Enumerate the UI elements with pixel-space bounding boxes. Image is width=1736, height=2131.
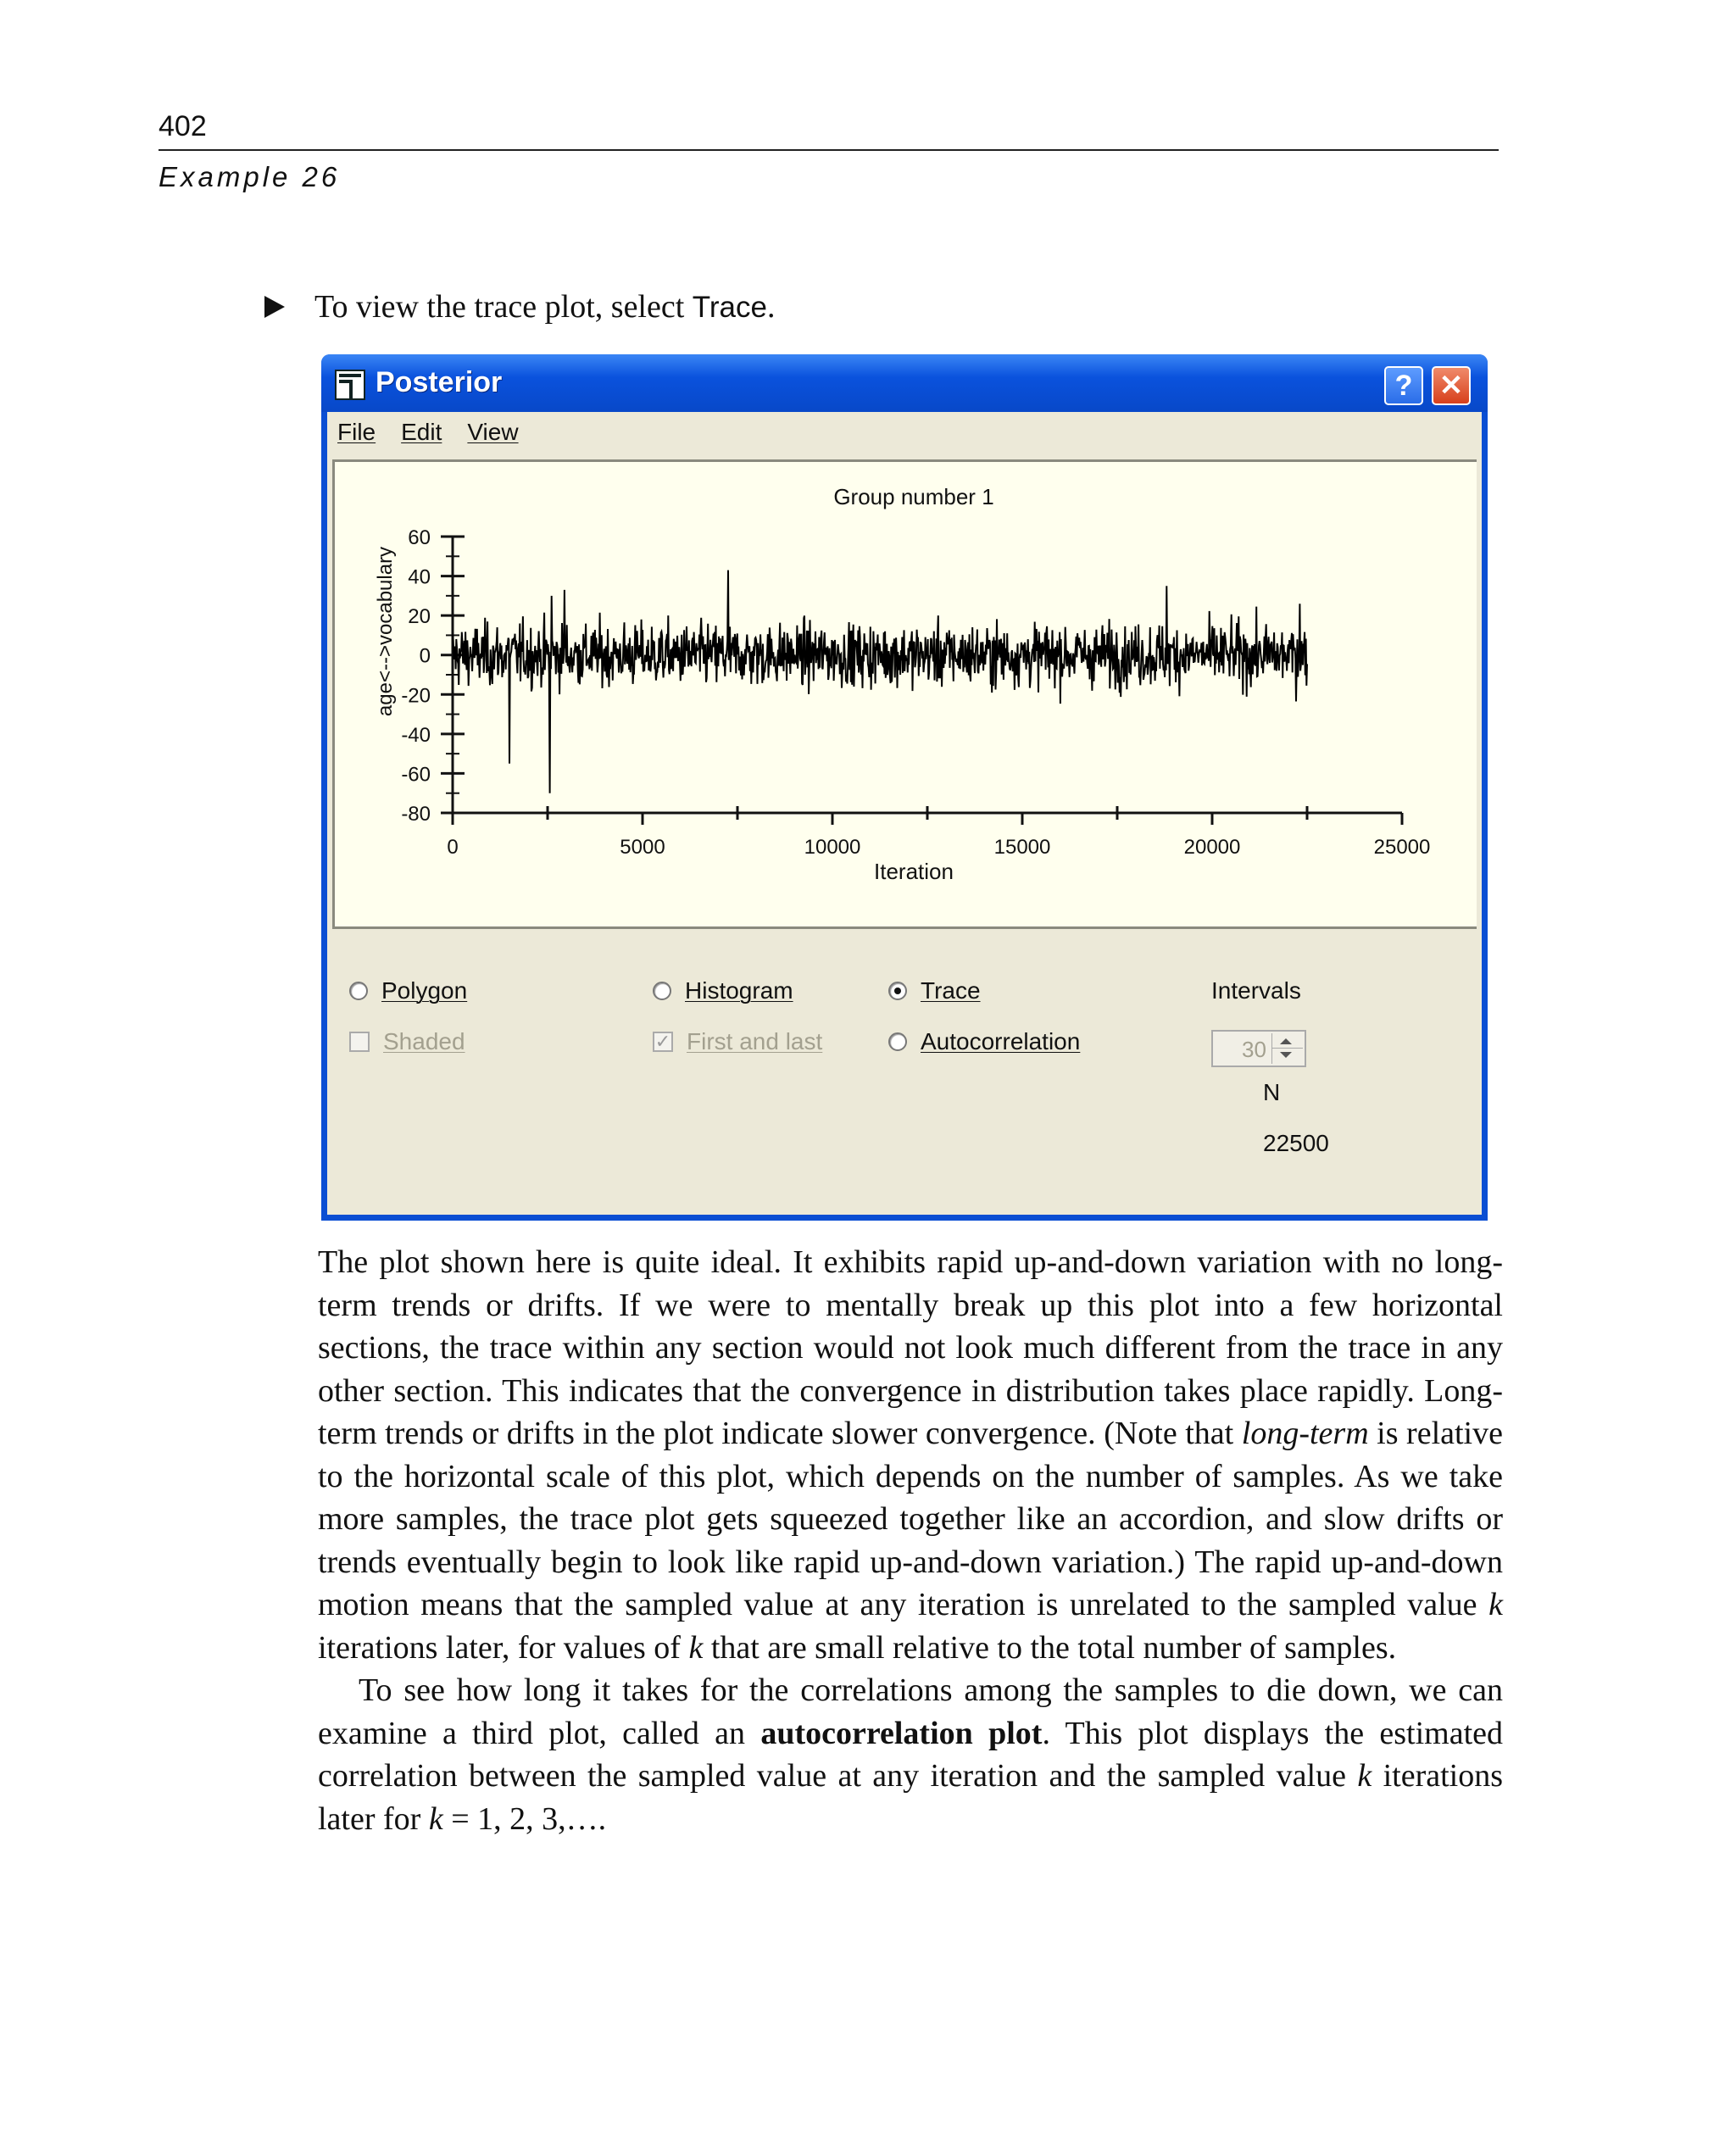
shaded-option[interactable] <box>349 1028 465 1055</box>
autocorrelation-option[interactable] <box>888 1028 1080 1055</box>
close-button[interactable]: ✕ <box>1432 366 1471 405</box>
y-tick-label: -40 <box>401 723 431 747</box>
y-tick-label: 0 <box>419 644 431 668</box>
window-app-icon <box>335 370 365 400</box>
p1-k1: k <box>1488 1587 1503 1622</box>
p2-text-d: = 1, 2, 3,…. <box>442 1800 607 1837</box>
y-tick-label: 40 <box>408 565 431 589</box>
trace-chart <box>335 462 1477 926</box>
menu-edit[interactable]: Edit <box>401 419 442 445</box>
posterior-window <box>321 354 1488 1221</box>
trace-radio[interactable] <box>888 982 907 1000</box>
x-tick-label: 10000 <box>804 836 861 859</box>
window-title: Posterior <box>376 366 503 398</box>
intervals-spinner[interactable] <box>1211 1030 1306 1067</box>
p2-text-b: . This plot displays the estimated correlation between the sampled value at any iteration and the sampled value <box>318 1715 1503 1794</box>
trace-series <box>453 570 1307 793</box>
spinner-up-icon[interactable] <box>1280 1038 1292 1044</box>
spinner-down-icon[interactable] <box>1280 1052 1292 1058</box>
p1-text-c: iterations later, for values of <box>318 1629 689 1666</box>
p1-text-d: that are small relative to the total number of samples. <box>703 1629 1397 1666</box>
p2-k2: k <box>428 1800 443 1837</box>
p1-k2: k <box>688 1629 704 1666</box>
polygon-option[interactable] <box>349 977 467 1004</box>
trace-line <box>453 570 1307 793</box>
first-and-last-checkbox[interactable]: ✓ <box>653 1032 673 1052</box>
x-tick-label: 15000 <box>993 836 1051 859</box>
y-tick-label: -20 <box>401 684 431 708</box>
shaded-checkbox[interactable] <box>349 1032 370 1052</box>
chart-axes <box>401 526 1430 859</box>
page-number: 402 <box>159 110 207 142</box>
y-tick-label: 60 <box>408 526 431 549</box>
p2-text-c: iterations later for <box>318 1758 1503 1837</box>
step-ui-word: Trace <box>692 291 767 324</box>
chapter-title: Example 26 <box>159 161 341 192</box>
first-and-last-label: First and last <box>687 1028 823 1054</box>
x-tick-label: 0 <box>447 836 459 859</box>
trace-label: Trace <box>921 977 981 1004</box>
trace-plot-panel <box>332 459 1477 929</box>
paragraph-1 <box>318 1241 1503 1669</box>
title-bar[interactable] <box>321 354 1488 412</box>
step-text: To view the trace plot, select <box>314 289 693 325</box>
y-tick-label: -60 <box>401 763 431 787</box>
n-value: 22500 <box>1263 1130 1329 1156</box>
menu-view[interactable]: View <box>467 419 519 445</box>
body-text <box>318 1241 1503 1840</box>
histogram-radio[interactable] <box>653 982 671 1000</box>
p2-bold-term: autocorrelation plot <box>760 1715 1043 1751</box>
bullet-triangle-icon <box>264 296 285 318</box>
header-rule <box>159 149 1499 151</box>
spinner-divider <box>1272 1048 1303 1049</box>
p1-text-b: is relative to the horizontal scale of this plot, which depends on the number of samples. As we take more samples, the trace plot gets squeezed together like an accordion, and slow drifts or trends eventually begin to look like rapid up-and-down variation.) The rapid up-and-down motion means that the sampled value at any iteration is unrelated to the sampled value <box>318 1416 1503 1622</box>
first-and-last-option[interactable] <box>653 1028 822 1055</box>
y-axis-label: age<-->vocabulary <box>374 546 397 717</box>
x-axis-label: Iteration <box>874 859 954 884</box>
window-client-area <box>327 412 1482 1215</box>
autocorrelation-radio[interactable] <box>888 1032 907 1051</box>
menu-file[interactable]: File <box>337 419 376 445</box>
trace-option[interactable] <box>888 977 981 1004</box>
polygon-label: Polygon <box>381 977 468 1004</box>
help-button[interactable]: ? <box>1384 366 1423 405</box>
p2-k1: k <box>1357 1758 1372 1794</box>
intervals-label: Intervals <box>1211 977 1301 1004</box>
polygon-radio[interactable] <box>349 982 368 1000</box>
y-tick-label: -80 <box>401 803 431 826</box>
y-tick-label: 20 <box>408 605 431 629</box>
histogram-label: Histogram <box>685 977 793 1004</box>
step-period: . <box>766 289 776 325</box>
x-tick-label: 5000 <box>620 836 665 859</box>
chart-title: Group number 1 <box>833 484 994 509</box>
menu-bar <box>337 419 519 446</box>
paragraph-2 <box>318 1669 1503 1840</box>
autocorrelation-label: Autocorrelation <box>921 1028 1081 1054</box>
spinner-arrows-icon[interactable] <box>1271 1033 1303 1064</box>
n-label: N <box>1263 1079 1281 1105</box>
p1-text-a: The plot shown here is quite ideal. It exhibits rapid up-and-down variation with no long-term trends or drifts. If we were to mentally break up this plot into a few horizontal sections, the trace within any section would not look much different from the trace in any other section. This indicates that the convergence in distribution takes place rapidly. Long-term trends or drifts in the plot indicate slower convergence. (Note that <box>318 1244 1503 1451</box>
instruction-step <box>264 288 775 325</box>
p1-emphasis: long-term <box>1241 1416 1369 1451</box>
shaded-label: Shaded <box>383 1028 465 1054</box>
histogram-option[interactable] <box>653 977 793 1004</box>
x-tick-label: 20000 <box>1183 836 1241 859</box>
x-tick-label: 25000 <box>1373 836 1431 859</box>
p2-text-a: To see how long it takes for the correlations among the samples to die down, we can examine a third plot, called an <box>318 1672 1503 1751</box>
intervals-value: 30 <box>1242 1037 1266 1062</box>
